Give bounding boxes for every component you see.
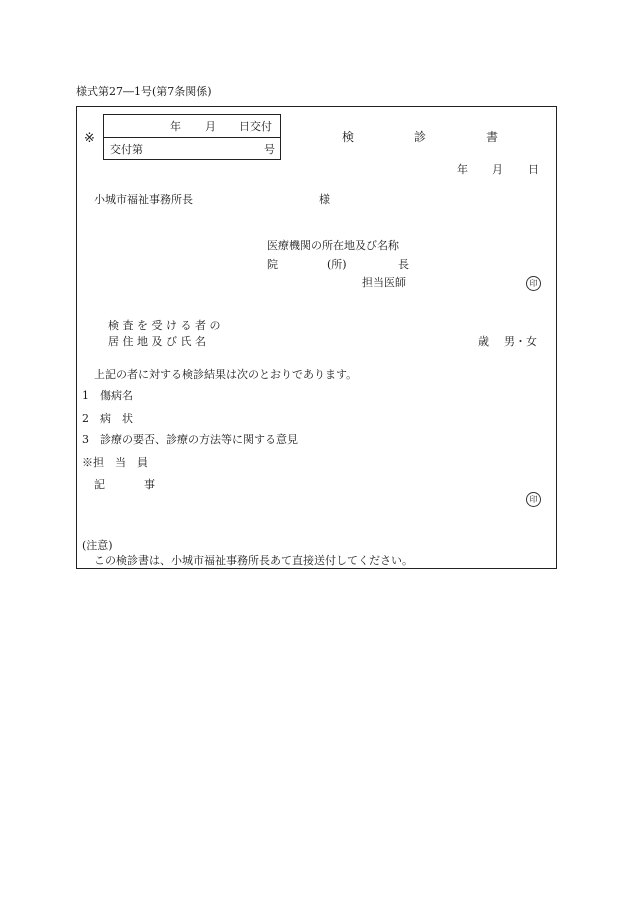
issue-number-suffix: 号 xyxy=(264,143,275,156)
note-heading: (注意) xyxy=(82,539,113,552)
staff-seal-icon: 印 xyxy=(526,492,541,507)
issue-day-issued: 日交付 xyxy=(239,120,272,133)
director-label-3: 長 xyxy=(398,258,409,271)
item-2-label: 病 状 xyxy=(100,412,133,425)
item-1-number: 1 xyxy=(82,389,89,402)
addressee-honorific: 様 xyxy=(319,193,330,206)
institution-label: 医療機関の所在地及び名称 xyxy=(267,239,399,252)
item-2-number: 2 xyxy=(82,412,89,425)
date-day: 日 xyxy=(528,163,539,176)
examinee-label-line1: 検 査 を 受 け る 者 の xyxy=(108,319,221,332)
title-char-1: 検 xyxy=(342,130,355,144)
issue-box-divider xyxy=(103,137,281,138)
issue-month: 月 xyxy=(205,120,216,133)
examinee-sex: 男・女 xyxy=(504,335,537,348)
addressee-name: 小城市福祉事務所長 xyxy=(94,193,193,206)
examinee-age-unit: 歳 xyxy=(478,335,489,348)
staff-record-2: 事 xyxy=(144,478,155,491)
item-3-number: 3 xyxy=(82,433,89,446)
title-char-2: 診 xyxy=(414,130,427,144)
doctor-label: 担当医師 xyxy=(362,276,406,289)
note-text: この検診書は、小城市福祉事務所長あて直接送付してください。 xyxy=(94,554,413,567)
staff-label: ※担 当 員 xyxy=(82,456,148,469)
result-statement: 上記の者に対する検診結果は次のとおりであります。 xyxy=(94,368,358,381)
director-label-1: 院 xyxy=(267,258,278,271)
office-use-mark: ※ xyxy=(84,131,95,146)
doctor-seal-icon: 印 xyxy=(526,276,541,291)
examinee-label-line2: 居 住 地 及 び 氏 名 xyxy=(108,335,206,348)
issue-year: 年 xyxy=(170,120,181,133)
date-month: 月 xyxy=(492,163,503,176)
director-label-2: (所) xyxy=(327,258,347,271)
item-1-label: 傷病名 xyxy=(100,389,133,402)
issue-number-label: 交付第 xyxy=(110,143,143,156)
date-year: 年 xyxy=(457,163,468,176)
title-char-3: 書 xyxy=(486,130,499,144)
item-3-label: 診療の要否、診療の方法等に関する意見 xyxy=(100,433,298,446)
form-number: 様式第27―1号(第7条関係) xyxy=(76,85,212,98)
staff-record-1: 記 xyxy=(94,478,105,491)
